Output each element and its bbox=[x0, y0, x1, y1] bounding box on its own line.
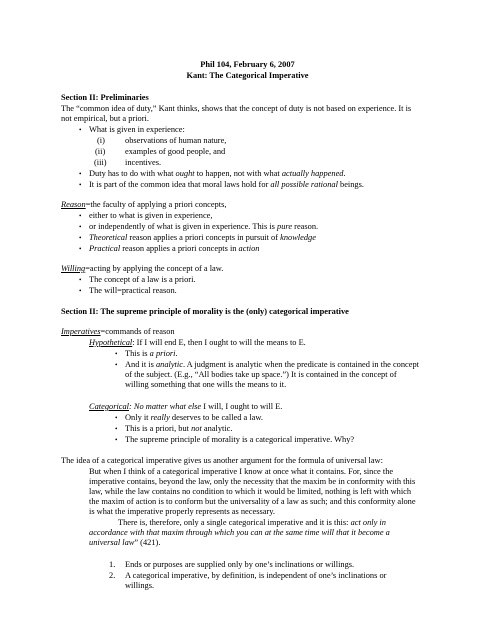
list-number: (ii) bbox=[95, 147, 106, 156]
quote-line: accordance with that maxim through which you can at the same time will that it become a bbox=[89, 528, 390, 537]
bullet-icon: • bbox=[115, 436, 118, 444]
bullet-text: It is part of the common idea that moral laws hold for all possible rational beings. bbox=[89, 180, 364, 189]
list-number: 2. bbox=[109, 571, 116, 580]
bullet-icon: • bbox=[115, 361, 118, 369]
bullet-text: Duty has to do with what ought to happen, not with what actually happened. bbox=[89, 169, 346, 178]
bullet-icon: • bbox=[115, 425, 118, 433]
bullet-icon: • bbox=[115, 414, 118, 422]
list-text-continuation: willings. bbox=[125, 581, 155, 590]
paragraph-line: The “common idea of duty,” Kant thinks, shows that the concept of duty is not based on experience. It is bbox=[61, 104, 412, 113]
definition-hypothetical: Hypothetical: If I will end E, then I ought to will the means to E. bbox=[89, 338, 306, 347]
quote-line: universal law” (421). bbox=[89, 538, 161, 547]
bullet-text: The concept of a law is a priori. bbox=[89, 275, 196, 284]
bullet-text: Theoretical reason applies a priori concepts in pursuit of knowledge bbox=[89, 233, 316, 242]
bullet-text: Practical reason applies a priori concepts in action bbox=[89, 244, 260, 253]
definition-willing: Willing=acting by applying the concept of a law. bbox=[61, 264, 224, 273]
list-number: 1. bbox=[109, 560, 116, 569]
bullet-icon: • bbox=[79, 234, 82, 242]
bullet-icon: • bbox=[79, 287, 82, 295]
section-heading-supreme-principle: Section II: The supreme principle of morality is the (only) categorical imperative bbox=[61, 307, 349, 316]
list-text: observations of human nature, bbox=[125, 136, 227, 145]
bullet-text: Only it really deserves to be called a law. bbox=[125, 413, 263, 422]
bullet-continuation: of the subject. (E.g., “All bodies take up space.”) It is contained in the concept of bbox=[125, 370, 397, 379]
bullet-text: or independently of what is given in experience. This is pure reason. bbox=[89, 222, 319, 231]
bullet-icon: • bbox=[79, 170, 82, 178]
section-heading-preliminaries: Section II: Preliminaries bbox=[61, 93, 149, 102]
document-title: Kant: The Categorical Imperative bbox=[186, 71, 309, 80]
quote-line: the maxim of action is to conform but the universality of a law as such; and this conformity alone bbox=[89, 497, 416, 506]
definition-imperatives: Imperatives=commands of reason bbox=[61, 327, 175, 336]
bullet-text: This is a priori, but not analytic. bbox=[125, 424, 233, 433]
paragraph-line: The idea of a categorical imperative gives us another argument for the formula of universal law: bbox=[61, 456, 383, 465]
bullet-text: The will=practical reason. bbox=[89, 286, 177, 295]
course-line: Phil 104, February 6, 2007 bbox=[200, 60, 295, 69]
bullet-text: What is given in experience: bbox=[89, 125, 185, 134]
bullet-text: The supreme principle of morality is a categorical imperative. Why? bbox=[125, 435, 355, 444]
bullet-icon: • bbox=[79, 276, 82, 284]
list-number: (i) bbox=[97, 136, 105, 145]
list-number: (iii) bbox=[94, 158, 107, 167]
bullet-icon: • bbox=[79, 181, 82, 189]
quote-line: There is, therefore, only a single categorical imperative and it is this: act only in bbox=[118, 518, 386, 527]
bullet-icon: • bbox=[115, 350, 118, 358]
bullet-text: This is a priori. bbox=[125, 349, 178, 358]
quote-line: law, while the law contains no condition to which it would be limited, nothing is left with which bbox=[89, 487, 412, 496]
bullet-icon: • bbox=[79, 245, 82, 253]
paragraph-line: not empirical, but a priori. bbox=[61, 114, 149, 123]
list-text: examples of good people, and bbox=[125, 147, 226, 156]
quote-line: But when I think of a categorical imperative I know at once what it contains. For, since the bbox=[89, 467, 394, 476]
bullet-icon: • bbox=[79, 223, 82, 231]
bullet-text: And it is analytic. A judgment is analytic when the predicate is contained in the concept bbox=[125, 360, 419, 369]
quote-line: is what the imperative properly represents as necessary. bbox=[89, 507, 275, 516]
list-text: Ends or purposes are supplied only by one’s inclinations or willings. bbox=[125, 560, 355, 569]
bullet-icon: • bbox=[79, 212, 82, 220]
bullet-icon: • bbox=[79, 126, 82, 134]
list-text: A categorical imperative, by definition, is independent of one’s inclinations or bbox=[125, 571, 387, 580]
definition-reason: Reason=the faculty of applying a priori concepts, bbox=[61, 200, 227, 209]
list-text: incentives. bbox=[125, 158, 162, 167]
quote-line: imperative contains, beyond the law, only the necessity that the maxim be in conformity with this bbox=[89, 477, 416, 486]
bullet-text: either to what is given in experience, bbox=[89, 211, 213, 220]
definition-categorical: Categorical: No matter what else I will, I ought to will E. bbox=[89, 402, 283, 411]
bullet-continuation: willing something that one wills the means to it. bbox=[125, 380, 287, 389]
